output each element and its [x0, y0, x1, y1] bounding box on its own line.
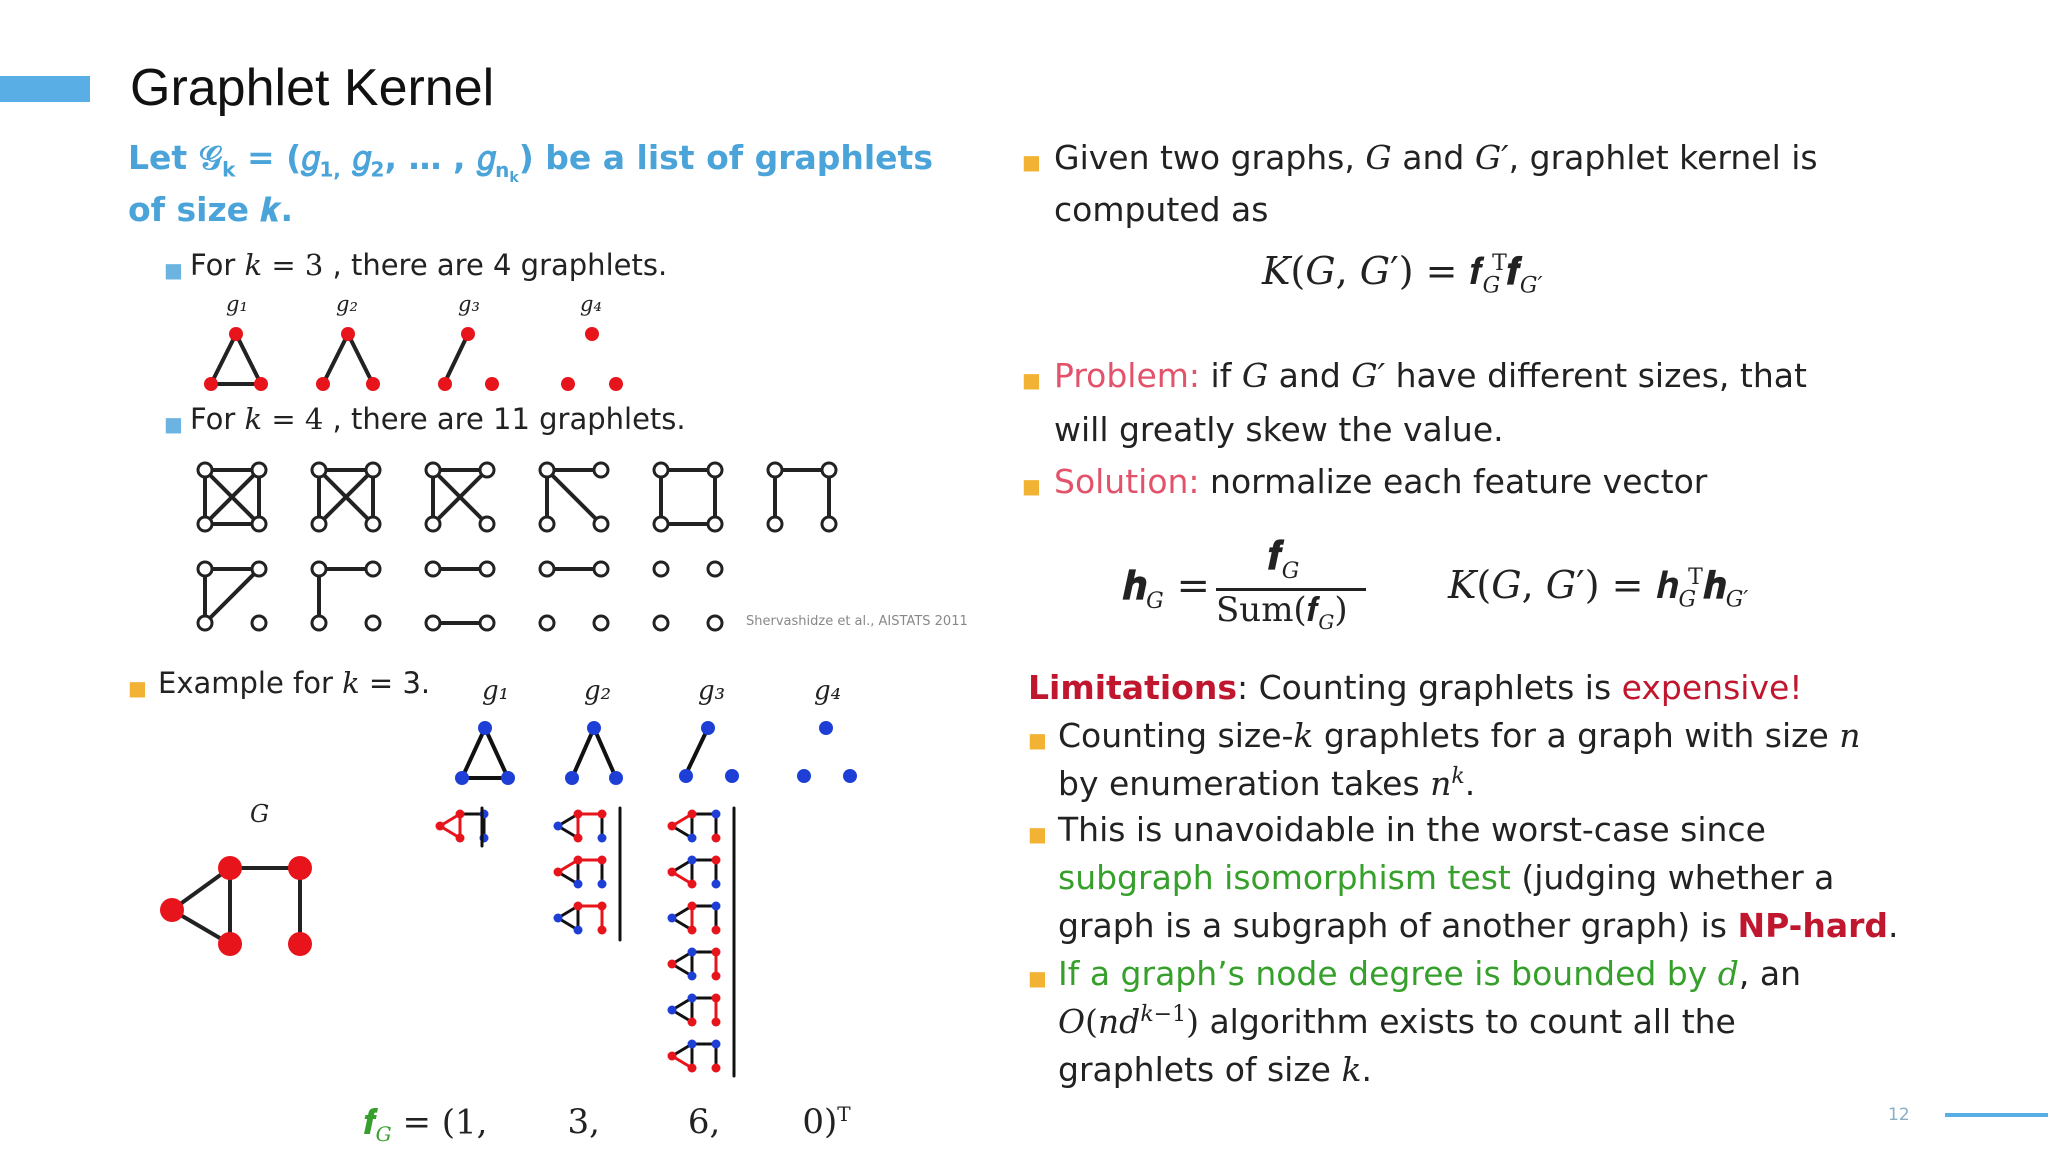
graph-node [688, 994, 697, 1003]
graph-node [712, 1040, 721, 1049]
graph-node [565, 771, 579, 785]
graph-edge [211, 334, 236, 384]
k4-graphlets [198, 463, 836, 630]
slide-title: Graphlet Kernel [130, 59, 495, 117]
graph-edge [348, 334, 373, 384]
graph-node [594, 562, 608, 576]
graph-node [668, 1006, 677, 1015]
graph-node [822, 463, 836, 477]
graph-node [688, 856, 697, 865]
bullet-icon: ■ [164, 258, 183, 282]
graph-node [609, 771, 623, 785]
graph-node [688, 880, 697, 889]
k3-label-g2: 𝑔₂ [336, 292, 358, 316]
bullet-icon: ■ [164, 412, 183, 436]
graph-node [712, 902, 721, 911]
graph-node [712, 948, 721, 957]
graph-node [594, 616, 608, 630]
graph-edge [445, 334, 468, 382]
graph-node [688, 948, 697, 957]
graph-node [312, 562, 326, 576]
graph-node [455, 771, 469, 785]
graph-edge [686, 728, 708, 774]
graph-node [843, 769, 857, 783]
graph-node [426, 616, 440, 630]
graph-node [426, 562, 440, 576]
graph-node [436, 822, 445, 831]
graph-node [725, 769, 739, 783]
graph-node [712, 972, 721, 981]
graph-node [366, 517, 380, 531]
graph-node [712, 834, 721, 843]
graph-node [341, 327, 355, 341]
graph-edge [572, 728, 594, 778]
citation: Shervashidze et al., AISTATS 2011 [746, 614, 968, 629]
graph-node [312, 616, 326, 630]
graph-node [598, 902, 607, 911]
graph-node [822, 517, 836, 531]
example-label-g4: 𝑔₄ [814, 676, 842, 706]
graph-node [366, 562, 380, 576]
graph-node [252, 463, 266, 477]
graph-node [688, 1040, 697, 1049]
graph-node [688, 926, 697, 935]
kernel-formula-2: 𝐾(𝐺, 𝐺′) = 𝒉$_G^T$𝒉$_{G'}$ [1448, 562, 1749, 613]
graph-node [252, 562, 266, 576]
graph-node [598, 856, 607, 865]
given-line-2: computed as [1054, 190, 1269, 229]
lim1-line-2: by enumeration takes 𝑛$^𝑘$. [1058, 764, 1476, 803]
graph-node [712, 856, 721, 865]
graph-node [426, 517, 440, 531]
graph-node [218, 932, 242, 956]
graph-node [461, 327, 475, 341]
graph-node [540, 463, 554, 477]
graph-node [598, 926, 607, 935]
bullet-icon: ■ [1022, 368, 1041, 392]
k3-graphlets [204, 327, 623, 391]
graph-g-label: 𝐺 [250, 800, 270, 828]
graph-node [654, 616, 668, 630]
norm-numerator: 𝒇$_G$ [1268, 532, 1300, 584]
graph-node [312, 517, 326, 531]
graph-node [594, 463, 608, 477]
k3-label-g3: 𝑔₃ [458, 292, 480, 316]
k3-label-g4: 𝑔₄ [580, 292, 602, 316]
graph-node [688, 810, 697, 819]
graph-node [712, 810, 721, 819]
graph-node [478, 721, 492, 735]
graph-node [585, 327, 599, 341]
graph-edge [547, 470, 601, 524]
graph-node [480, 562, 494, 576]
graph-node [712, 1018, 721, 1027]
graph-node [480, 517, 494, 531]
graph-node [594, 517, 608, 531]
fg-vector: 𝒇$_G$ = (1, 3, 6, 0)$^T$ [364, 1102, 851, 1147]
lim1-line-1: Counting size-𝑘 graphlets for a graph with size 𝑛 [1058, 716, 1861, 755]
example-label-g1: 𝑔₁ [482, 676, 510, 706]
given-line-1: Given two graphs, 𝐺 and 𝐺′, graphlet kernel is [1054, 138, 1818, 177]
graph-node [587, 721, 601, 735]
norm-denominator: Sum(𝒇$_G$) [1216, 590, 1348, 634]
graph-node [712, 1064, 721, 1073]
example-graphlets [455, 721, 857, 785]
graph-edge [485, 728, 508, 778]
graph-node [708, 616, 722, 630]
graph-node [316, 377, 330, 391]
lim3-line-1: If a graph’s node degree is bounded by 𝑑, an [1058, 954, 1802, 993]
example-label-g2: 𝑔₂ [584, 676, 612, 706]
limitations-line: Limitations: Counting graphlets is expensive! [1028, 668, 1803, 707]
graph-node [366, 463, 380, 477]
bullet-icon: ■ [1028, 966, 1047, 990]
graph-edge [323, 334, 348, 384]
graph-node [198, 562, 212, 576]
graph-node [540, 562, 554, 576]
k3-text: For 𝑘 = 3 , there are 4 graphlets. [190, 248, 668, 282]
graph-node [701, 721, 715, 735]
lim3-line-3: graphlets of size 𝑘. [1058, 1050, 1372, 1089]
graph-node [198, 463, 212, 477]
page-number: 12 [1888, 1105, 1910, 1125]
norm-lhs: 𝒉$_G$ = [1122, 562, 1210, 614]
k3-label-g1: 𝑔₁ [226, 292, 248, 316]
graph-node [574, 902, 583, 911]
bullet-icon: ■ [1028, 822, 1047, 846]
problem-line-2: will greatly skew the value. [1054, 410, 1504, 449]
graph-node [426, 463, 440, 477]
graph-node [540, 616, 554, 630]
graph-node [288, 856, 312, 880]
bullet-icon: ■ [1022, 474, 1041, 498]
graph-node [574, 880, 583, 889]
graph-node [574, 834, 583, 843]
graph-node [312, 463, 326, 477]
lim2-line-2: subgraph isomorphism test (judging whether a [1058, 858, 1835, 897]
example-label-g3: 𝑔₃ [698, 676, 726, 706]
graph-node [688, 972, 697, 981]
graph-node [654, 562, 668, 576]
graph-node [198, 517, 212, 531]
graph-node [554, 822, 563, 831]
bullet-icon: ■ [1022, 150, 1041, 174]
graph-node [252, 517, 266, 531]
graph-node [688, 1018, 697, 1027]
bullet-icon: ■ [1028, 728, 1047, 752]
graph-node [540, 517, 554, 531]
graph-node [819, 721, 833, 735]
graph-edge [462, 728, 485, 778]
graph-node [554, 868, 563, 877]
kernel-formula: 𝐾(𝐺, 𝐺′) = 𝒇$_G^T$𝒇$_{G'}$ [1262, 248, 1543, 299]
graph-node [574, 810, 583, 819]
lim3-line-2: 𝑂(𝑛𝑑$^{𝑘-1}$) algorithm exists to count all the [1058, 1002, 1736, 1041]
graph-node [574, 926, 583, 935]
graph-node [598, 834, 607, 843]
graph-node [708, 463, 722, 477]
graph-node [679, 769, 693, 783]
graph-node [712, 880, 721, 889]
graph-node [654, 463, 668, 477]
k4-text: For 𝑘 = 4 , there are 11 graphlets. [190, 402, 686, 436]
graph-node [160, 898, 184, 922]
graph-edge [236, 334, 261, 384]
graph-node [480, 616, 494, 630]
graph-node [598, 880, 607, 889]
graph-node [768, 517, 782, 531]
graph-node [252, 616, 266, 630]
graph-node [254, 377, 268, 391]
graph-node [712, 994, 721, 1003]
graph-node [688, 834, 697, 843]
lim2-line-3: graph is a subgraph of another graph) is NP-hard. [1058, 906, 1899, 945]
graph-node [554, 914, 563, 923]
graph-node [668, 914, 677, 923]
graph-node [204, 377, 218, 391]
intro-line-2: of size 𝒌. [128, 190, 294, 229]
graph-node [561, 377, 575, 391]
graph-node [668, 960, 677, 969]
graph-node [229, 327, 243, 341]
intro-line-1: Let 𝒢$_k$ = (𝑔$_{1,}$ 𝑔$_2$, … , 𝑔$_{n_k}$) be a list of graphlets [128, 138, 933, 186]
graph-node [480, 463, 494, 477]
graph-node [797, 769, 811, 783]
problem-line-1: Problem: if 𝐺 and 𝐺′ have different sizes, that [1054, 356, 1807, 395]
main-graph-g [160, 856, 312, 956]
graph-node [485, 377, 499, 391]
graph-node [456, 834, 465, 843]
graph-node [688, 1064, 697, 1073]
graph-node [708, 562, 722, 576]
graph-node [198, 616, 212, 630]
graph-node [654, 517, 668, 531]
graph-edge [205, 569, 259, 623]
graph-node [574, 856, 583, 865]
lim2-line-1: This is unavoidable in the worst-case since [1058, 810, 1766, 849]
graph-node [668, 1052, 677, 1061]
graph-node [438, 377, 452, 391]
graph-edge [594, 728, 616, 778]
graph-node [768, 463, 782, 477]
graph-node [288, 932, 312, 956]
graph-node [598, 810, 607, 819]
graph-node [688, 902, 697, 911]
graph-node [501, 771, 515, 785]
graph-node [668, 822, 677, 831]
graph-node [218, 856, 242, 880]
graph-node [366, 616, 380, 630]
bullet-icon: ■ [128, 676, 147, 700]
graph-node [366, 377, 380, 391]
graph-node [609, 377, 623, 391]
graph-node [668, 868, 677, 877]
graph-node [712, 926, 721, 935]
graph-node [708, 517, 722, 531]
matched-subgraphs [436, 808, 735, 1076]
graph-node [456, 810, 465, 819]
solution-line: Solution: normalize each feature vector [1054, 462, 1708, 501]
example-text: Example for 𝑘 = 3. [158, 666, 431, 700]
